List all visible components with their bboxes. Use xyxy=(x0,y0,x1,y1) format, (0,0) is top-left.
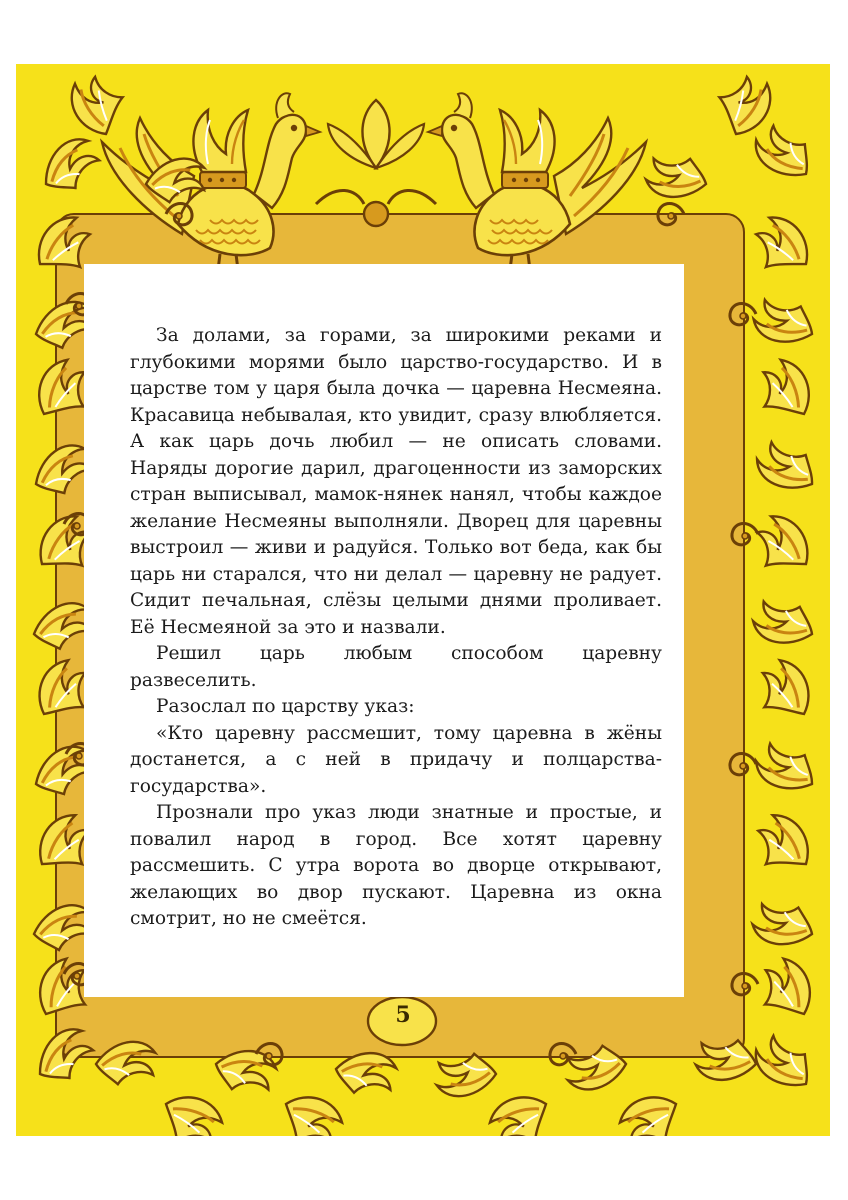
paragraph: Прознали про указ люди знатные и простые, и повалил народ в город. Все хотят царевну рассмешить. С утра ворота во дворце открывают, желающих во двор пускают. Царевна из окна смотрит, но не смеётся. xyxy=(130,802,662,929)
fleur-de-lis-icon xyxy=(316,100,436,226)
paragraph: «Кто царевну рассмешит, тому царевна в жёны достанется, а с ней в придачу и полцарства-государства». xyxy=(130,722,662,797)
page-number: 5 xyxy=(395,1002,411,1028)
text-panel xyxy=(84,264,684,997)
story-text xyxy=(130,323,662,933)
paragraph: За долами, за горами, за широкими реками и глубокими морями было царство-государство. И в царстве том у царя была дочка — царевна Несмеяна. Красавица небывалая, кто увидит, сразу влюбляется. А как царь дочь любил — не описать словами. Наряды дорогие дарил, драгоценности из заморских стран выписывал, мамок-нянек нанял, чтобы каждое желание Несмеяны выполняли. Дворец для царевны выстроил — живи и радуйся. Только вот беда, как бы царь ни старался, что ни делал — царевну не радует. Сидит печальная, слёзы целыми днями проливает. Её Несмеяной за это и назвали. xyxy=(130,325,662,638)
paragraph: Разослал по царству указ: xyxy=(156,696,415,717)
book-page xyxy=(16,64,830,1136)
paragraph: Решил царь любым способом царевну развеселить. xyxy=(130,643,662,691)
